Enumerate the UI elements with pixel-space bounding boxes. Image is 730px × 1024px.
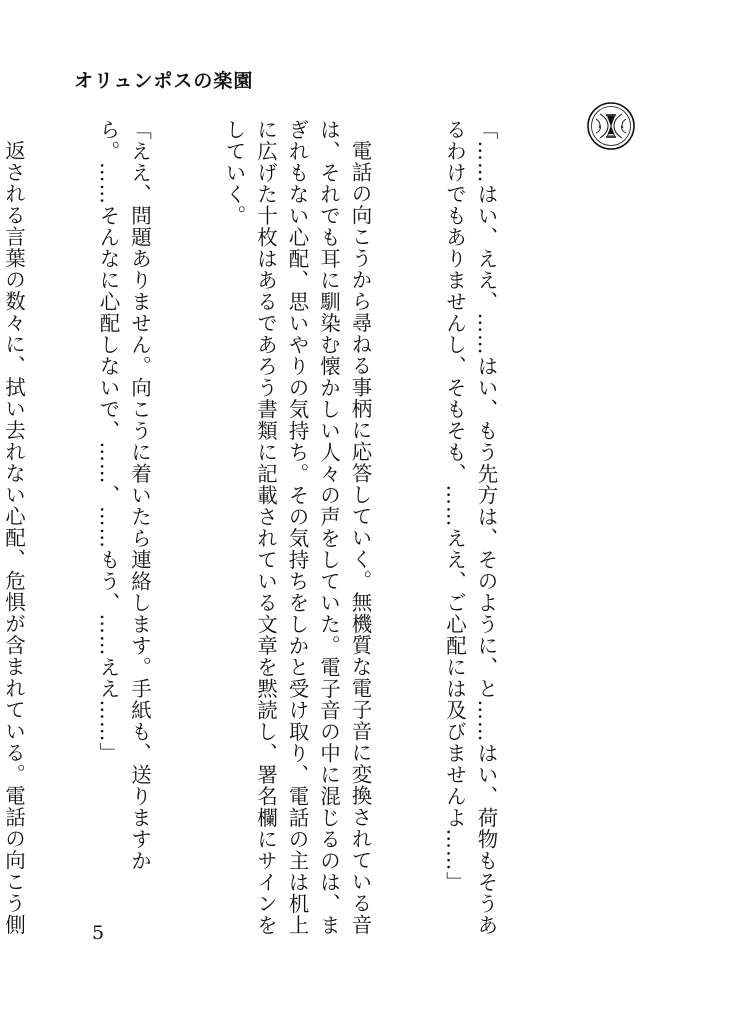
paragraph: 「ええ、問題ありません。向こうに着いたら連絡します。手紙も、送りますから。……そんなに心配しないで、……、……もう、……ええ……」 <box>96 119 152 872</box>
page-number: 5 <box>92 922 105 944</box>
body-text <box>0 119 564 939</box>
running-header-title: オリュンポスの楽園 <box>74 70 254 92</box>
hourglass-emblem-icon <box>586 101 636 151</box>
paragraph: 返される言葉の数々に、拭い去れない心配、危惧が含まれている。電話の向こう側 <box>1 139 26 935</box>
paragraph: 電話の向こうから尋ねる事柄に応答していく。無機質な電子音に変換されている音は、それでも耳に馴染む懐かしい人々の声をしていた。電子音の中に混じるのは、まぎれもない心配、思いやりの気持ち。その気持ちをしかと受け取り、電話の主は机上に広げた十枚はあるであろう書類に記載されている文章を黙読し、署名欄にサインをしていく。 <box>222 119 372 936</box>
paragraph: 「……はい、ええ、……はい、もう先方は、そのように、と……はい、荷物もそうあるわけでもありませんし、そもそも、……ええ、ご心配には及びませんよ……」 <box>442 119 498 936</box>
